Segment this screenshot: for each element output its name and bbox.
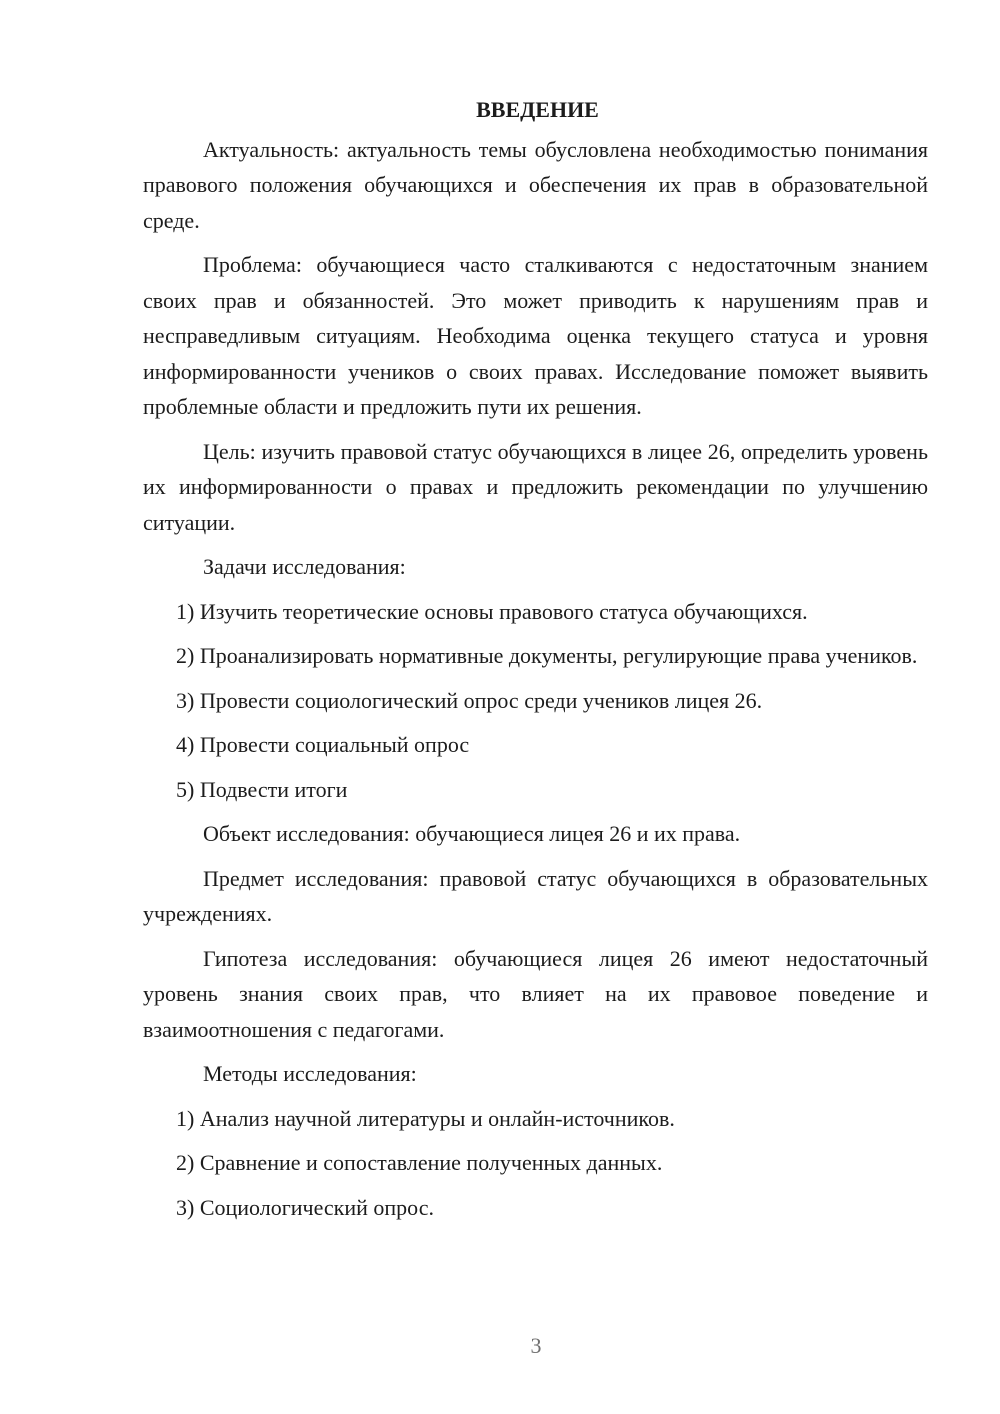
object-paragraph: Объект исследования: обучающиеся лицея 26 и их права. <box>203 821 741 846</box>
task-item: 2) Проанализировать нормативные документы, регулирующие права учеников. <box>176 643 918 668</box>
task-item: 3) Провести социологический опрос среди учеников лицея 26. <box>176 687 763 713</box>
method-item: 1) Анализ научной литературы и онлайн-источников. <box>176 1105 675 1131</box>
method-item: 2) Сравнение и сопоставление полученных данных. <box>176 1150 663 1175</box>
subject-paragraph: Предмет исследования: правовой статус обучающихся в образовательных учреждениях. <box>143 865 928 926</box>
task-item: 4) Провести социальный опрос <box>176 732 470 757</box>
relevance-paragraph: Актуальность: актуальность темы обусловлена необходимостью понимания правового положения обучающихся и обеспечения их прав в образовательной среде. <box>143 136 928 233</box>
goal-paragraph: Цель: изучить правовой статус обучающихся в лицее 26, определить уровень их информированности о правах и предложить рекомендации по улучшению ситуации. <box>143 438 928 535</box>
method-item: 3) Социологический опрос. <box>176 1194 434 1220</box>
task-item: 5) Подвести итоги <box>176 776 348 802</box>
page-number: 3 <box>530 1333 542 1358</box>
problem-paragraph: Проблема: обучающиеся часто сталкиваются с недостаточным знанием своих прав и обязанностей. Это может приводить к нарушениям прав и несправедливым ситуациям. Необходима оценка текущего статуса и уровня информированности учеников о своих правах. Исследование поможет выявить проблемные области и предложить пути их решения. <box>143 252 928 419</box>
document-page <box>143 92 928 1234</box>
hypothesis-paragraph: Гипотеза исследования: обучающиеся лицея 26 имеют недостаточный уровень знания своих прав, что влияет на их правовое поведение и взаимоотношения с педагогами. <box>143 945 928 1042</box>
task-item: 1) Изучить теоретические основы правового статуса обучающихся. <box>176 598 808 624</box>
methods-heading: Методы исследования: <box>203 1061 417 1086</box>
section-title: ВВЕДЕНИЕ <box>476 97 599 122</box>
tasks-heading: Задачи исследования: <box>203 554 406 579</box>
